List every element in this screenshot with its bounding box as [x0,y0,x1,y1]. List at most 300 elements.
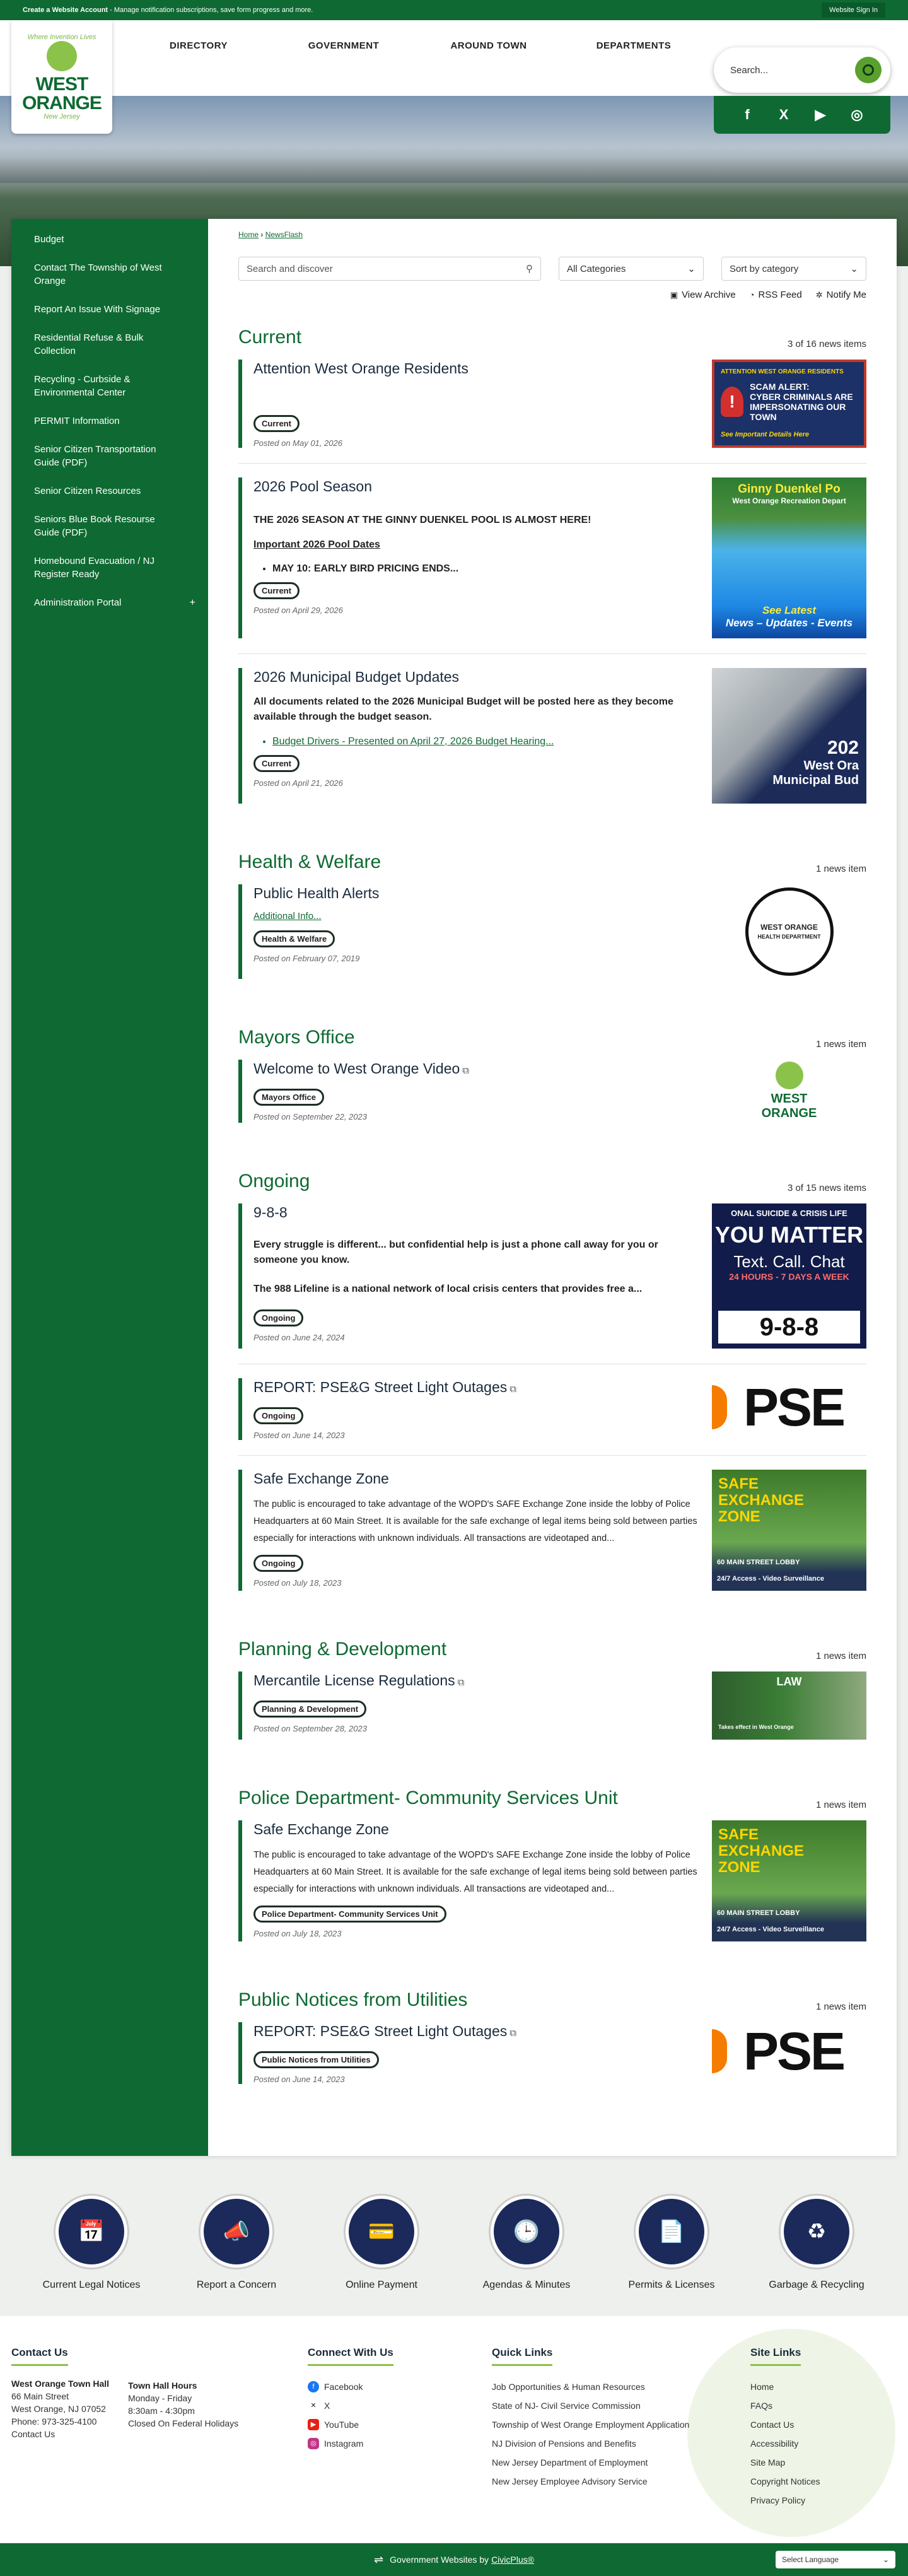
footer-link[interactable]: Privacy Policy [750,2495,806,2505]
quick-link-circle [634,2194,709,2269]
thumb-text: West Ora [803,759,859,773]
quick-link-circle [54,2194,129,2269]
nav-government[interactable]: GOVERNMENT [308,40,380,51]
sidebar-item-admin-portal[interactable] [11,588,208,617]
thumb-text: YOU MATTER [714,1222,864,1248]
hero-skyline [0,158,908,183]
external-link-icon: ⧉ [509,2028,516,2039]
west-orange-logo-image [712,1060,866,1123]
news-item-body: Every struggle is different... but confidential help is just a phone call away for you or someone you know. [253,1239,658,1265]
news-item-title[interactable]: Public Health Alerts [253,885,380,901]
gear-icon: ✲ [815,290,823,300]
category-tag[interactable]: Ongoing [253,1309,303,1326]
news-item-list [253,563,701,575]
footer-link[interactable]: Home [750,2382,774,2392]
thumb-text: EXCHANGE [718,1492,805,1509]
quick-link-legal-notices[interactable] [28,2194,154,2291]
posted-date: Posted on July 18, 2023 [253,1929,342,1938]
news-item-body: The 988 Lifeline is a national network of local crisis centers that provides free a... [253,1284,643,1294]
city-address: West Orange, NJ 07052 [11,2404,106,2414]
category-title[interactable]: Planning & Development [238,1639,447,1660]
footer-link[interactable]: Township of West Orange Employment Application [492,2420,690,2430]
quick-link-report-concern[interactable] [173,2194,300,2291]
category-count: 1 news item [815,1039,866,1050]
category-header [238,1026,866,1050]
quick-link-label: Report a Concern [196,2280,277,2290]
news-item-title-text: REPORT: PSE&G Street Light Outages [253,2023,508,2039]
breadcrumb-current[interactable]: NewsFlash [265,230,303,239]
footer-link[interactable]: Site Map [750,2457,786,2468]
category-select[interactable] [559,257,704,281]
rss-feed-label: RSS Feed [758,290,802,300]
pool-caption [712,604,866,629]
news-thumbnail[interactable] [712,360,866,448]
youtube-link[interactable] [308,2415,492,2434]
thumb-text: News – Updates - Events [725,617,853,629]
rss-icon: ◔ [749,290,755,300]
sidebar-item-refuse[interactable]: Residential Refuse & Bulk Collection [34,332,144,356]
quick-link-circle [779,2194,854,2269]
thumb-text: 202 [827,737,859,758]
instagram-link[interactable] [308,2434,492,2453]
news-thumbnail[interactable] [712,1378,866,1440]
external-link-icon: ⧉ [462,1065,469,1076]
town-hall-hours-block [128,2346,238,2524]
quick-link-online-payment[interactable] [318,2194,445,2291]
category-tag[interactable]: Current [253,415,300,432]
quick-link-label: Agendas & Minutes [482,2280,571,2290]
category-current [238,325,866,819]
category-header [238,1637,866,1661]
news-item [238,1671,866,1755]
sidebar-item-contact[interactable]: Contact The Township of West Orange [34,262,162,286]
page-body [11,219,897,2156]
category-title[interactable]: Mayors Office [238,1027,355,1048]
category-tag[interactable]: Ongoing [253,1555,303,1572]
expand-icon[interactable]: + [189,597,195,608]
quick-link-label: Online Payment [346,2280,417,2290]
news-thumbnail[interactable] [712,477,866,638]
thumb-text: Ginny Duenkel Po [738,483,841,496]
news-item-title[interactable]: 9-8-8 [253,1204,288,1221]
thumb-footer [717,1554,824,1587]
notify-me-label: Notify Me [826,290,866,300]
thumb-text [757,923,820,940]
category-ongoing [238,1169,866,1606]
pseg-logo-image [712,2022,866,2080]
category-tag[interactable]: Planning & Development [253,1701,366,1718]
news-item-text [238,1060,712,1123]
thumb-text: WEST [771,1092,808,1106]
breadcrumb [238,230,866,239]
chevron-down-icon: ⌄ [882,2555,889,2564]
category-tag[interactable]: Current [253,755,300,772]
sun-icon [712,2029,727,2073]
alert-icon: ! [721,387,743,417]
street-address: 66 Main Street [11,2391,69,2401]
news-item-title-text: Welcome to West Orange Video [253,1060,460,1077]
thumb-text: 24 HOURS - 7 DAYS A WEEK [729,1272,849,1282]
hours-closed: Closed On Federal Holidays [128,2418,239,2428]
quick-link-circle [199,2194,274,2269]
create-account-link[interactable]: Create a Website Account [23,6,108,14]
category-count: 3 of 15 news items [787,1183,866,1193]
news-search-placeholder: Search and discover [247,263,333,274]
footer-heading: Quick Links [492,2346,552,2366]
category-tag[interactable]: Police Department- Community Services Unit [253,1906,446,1923]
tree-icon [47,41,77,71]
sidebar-item-senior-transport[interactable]: Senior Citizen Transportation Guide (PDF) [34,444,156,468]
footer-link[interactable]: Accessibility [750,2438,799,2449]
sidebar-item-recycling[interactable]: Recycling - Curbside & Environmental Center [34,374,131,398]
create-account-notice [23,6,313,14]
quick-link-circle [489,2194,564,2269]
search-icon[interactable]: ⚲ [526,264,533,274]
chevron-down-icon: ⌄ [850,264,858,274]
quick-link-permits-licenses[interactable] [608,2194,735,2291]
category-tag[interactable]: Ongoing [253,1407,303,1424]
category-health-welfare [238,850,866,994]
view-archive-label: View Archive [682,290,736,300]
posted-date: Posted on April 21, 2026 [253,778,343,788]
sidebar-item-blue-book[interactable]: Seniors Blue Book Resourse Guide (PDF) [34,514,155,538]
search-button[interactable] [855,57,882,83]
category-public-notices-utilities [238,1988,866,2099]
civicplus-link[interactable]: CivicPlus® [491,2555,534,2565]
category-title[interactable]: Health & Welfare [238,852,381,872]
quick-link-icons [0,2156,908,2316]
thumb-footer [717,1905,824,1938]
category-title[interactable]: Ongoing [238,1171,310,1191]
news-item-title[interactable] [253,1671,701,1692]
thumb-text: PSE [743,1377,844,1437]
footer-link[interactable]: State of NJ- Civil Service Commission [492,2401,641,2411]
sort-select-value: Sort by category [730,263,799,274]
thumb-text: SCAM ALERT: [750,382,810,392]
news-item-title[interactable]: 2026 Pool Season [253,478,372,495]
safe-exchange-image [712,1820,866,1941]
posted-date: Posted on September 28, 2023 [253,1724,367,1733]
footer-heading: Contact Us [11,2346,68,2366]
social-link-label: X [324,2401,330,2411]
west-orange-logo[interactable] [11,20,112,134]
scam-alert-image [712,360,866,448]
quick-link-label: Garbage & Recycling [769,2280,864,2290]
footer-link[interactable]: Copyright Notices [750,2476,820,2486]
sidebar-item-budget[interactable]: Budget [34,234,64,245]
crisis-lifeline-image [712,1203,866,1349]
list-item: • MAY 10: EARLY BIRD PRICING ENDS... [272,563,701,575]
health-seal [745,887,834,976]
news-item-title[interactable] [253,1060,701,1080]
town-hall-name: West Orange Town Hall [11,2379,110,2389]
thumb-text: See Latest [762,604,817,616]
footer-quick-links [492,2346,750,2524]
quick-link-garbage-recycling[interactable] [754,2194,880,2291]
x-link[interactable] [308,2396,492,2415]
phone-number: Phone: 973-325-4100 [11,2416,97,2427]
thumb-text: ATTENTION WEST ORANGE RESIDENTS [721,368,844,375]
external-link-icon: ⧉ [509,1384,516,1395]
news-thumbnail[interactable] [712,1820,866,1941]
mercantile-law-image [712,1671,866,1740]
instagram-icon[interactable]: ◎ [851,107,863,122]
news-thumbnail[interactable] [712,1060,866,1123]
site-footer [0,2316,908,2543]
site-search[interactable] [714,47,890,93]
thumb-text: ZONE [718,1859,760,1876]
hours-time: 8:30am - 4:30pm [128,2406,195,2416]
news-item-title[interactable]: 2026 Municipal Budget Updates [253,669,460,685]
thumb-text: 60 MAIN STREET LOBBY [717,1909,800,1917]
megaphone-icon: 📣 [204,2199,269,2264]
news-item-text [238,1671,712,1740]
bottom-bar [0,2543,908,2576]
posted-date: Posted on April 29, 2026 [253,606,343,615]
news-item-title[interactable] [253,2022,701,2042]
news-thumbnail[interactable] [712,1203,866,1349]
thumb-row [721,382,858,422]
posted-date: Posted on June 24, 2024 [253,1333,345,1342]
category-header [238,850,866,874]
category-select-value: All Categories [567,263,626,274]
posted-date: Posted on February 07, 2019 [253,954,360,963]
language-select-value: Select Language [782,2555,839,2564]
logo-line-2: ORANGE [22,93,102,114]
search-icon [863,64,874,76]
thumb-text: 9-8-8 [718,1311,860,1344]
thumb-text: PSE [743,2021,844,2081]
news-thumbnail[interactable] [712,668,866,804]
footer-heading: Site Links [750,2346,801,2366]
news-thumbnail[interactable] [712,2022,866,2084]
language-select[interactable] [776,2551,895,2568]
x-icon[interactable]: X [779,107,789,122]
quick-link-circle [344,2194,419,2269]
site-search-input[interactable]: Search... [730,64,769,76]
news-item [238,884,866,994]
news-item-title-text: REPORT: PSE&G Street Light Outages [253,1379,508,1395]
category-header [238,1169,866,1193]
footer-heading: Connect With Us [308,2346,393,2366]
news-item-title[interactable]: Safe Exchange Zone [253,1470,389,1487]
footer-link[interactable]: NJ Division of Pensions and Benefits [492,2438,636,2449]
main-navigation [126,20,706,71]
breadcrumb-home[interactable]: Home [238,230,259,239]
youtube-icon: ▶ [308,2419,319,2430]
nav-around-town[interactable]: AROUND TOWN [450,40,527,51]
thumb-text: 24/7 Access - Video Surveillance [717,1575,824,1583]
facebook-icon[interactable]: f [745,107,750,122]
news-item-text [238,2022,712,2084]
news-thumbnail[interactable] [712,884,866,979]
news-item-body: The public is encouraged to take advantage of the WOPD's SAFE Exchange Zone inside the lobby of Police Headquarters at 60 Main Street. It is available for the safe exchange of legal items being sold between parties especially for interactions with unknown individuals. All transactions are videotaped and... [253,1850,697,1894]
news-item [238,360,866,464]
news-item-title-text: Mercantile License Regulations [253,1672,455,1689]
social-bar [714,96,890,134]
category-title[interactable]: Public Notices from Utilities [238,1989,468,2010]
news-item-text [238,668,712,804]
footer-link[interactable]: Contact Us [750,2420,794,2430]
pool-image [712,477,866,638]
footer-site-links [750,2346,895,2524]
news-item-subheading: Important 2026 Pool Dates [253,539,380,550]
nav-directory[interactable]: DIRECTORY [169,40,228,51]
news-thumbnail[interactable] [712,1470,866,1591]
notify-me-link[interactable] [816,290,866,300]
news-item [238,2022,866,2099]
category-header [238,1988,866,2012]
main-content [208,219,897,2156]
posted-date: Posted on June 14, 2023 [253,2075,345,2084]
thumb-text: SAFE [718,1826,759,1843]
thumb-text: 60 MAIN STREET LOBBY [717,1559,800,1566]
news-item-text [238,477,712,638]
breadcrumb-separator: › [259,230,265,239]
category-tag[interactable]: Public Notices from Utilities [253,2051,379,2068]
website-sign-in-button[interactable]: Website Sign In [822,3,885,18]
health-seal-image [712,884,866,979]
budget-image [712,668,866,804]
spacer [253,386,701,415]
top-bar [0,0,908,20]
logo-arc-text: Where Invention Lives [27,33,96,41]
category-tag[interactable]: Health & Welfare [253,930,335,947]
pseg-logo-image [712,1378,866,1436]
sidebar-item-homebound[interactable]: Homebound Evacuation / NJ Register Ready [34,556,154,580]
thumb-text: West Orange Recreation Depart [732,496,846,505]
category-count: 1 news item [815,2001,866,2012]
news-tools [238,290,866,300]
safe-exchange-image [712,1470,866,1591]
thumb-text: ONAL SUICIDE & CRISIS LIFE [731,1209,847,1218]
category-mayors-office [238,1026,866,1138]
news-item-body: The public is encouraged to take advantage of the WOPD's SAFE Exchange Zone inside the lobby of Police Headquarters at 60 Main Street. It is available for the safe exchange of legal items being sold between parties especially for interactions with unknown individuals. All transactions are videotaped and... [253,1499,697,1543]
posted-date: Posted on September 22, 2023 [253,1112,367,1121]
facebook-link[interactable] [308,2377,492,2396]
category-planning-development [238,1637,866,1755]
thumb-text: CYBER CRIMINALS ARE [750,392,853,402]
category-count: 3 of 16 news items [787,339,866,349]
category-count: 1 news item [815,864,866,874]
thumb-text: LAW [776,1675,802,1688]
contact-address-block [11,2346,109,2524]
contact-us-link[interactable]: Contact Us [11,2429,55,2439]
civicplus-icon: ⇌ [374,2553,384,2566]
category-title[interactable]: Police Department- Community Services Unit [238,1788,618,1808]
news-item-title[interactable] [253,1378,701,1398]
footer-connect [308,2346,492,2524]
sidebar-item-senior-resources[interactable]: Senior Citizen Resources [34,486,141,496]
footer-link[interactable]: New Jersey Employee Advisory Service [492,2476,648,2486]
news-item [238,1470,866,1606]
social-link-label: Facebook [324,2382,363,2392]
logo-tagline: New Jersey [44,113,80,120]
social-link-label: Instagram [324,2438,364,2449]
quick-link-label: Permits & Licenses [628,2280,715,2290]
footer-link[interactable]: New Jersey Department of Employment [492,2457,648,2468]
category-title[interactable]: Current [238,327,302,348]
nav-departments[interactable]: DEPARTMENTS [596,40,672,51]
news-item [238,1820,866,1957]
additional-info-link[interactable]: Additional Info... [253,911,322,922]
news-item-list [253,736,701,747]
news-item-title[interactable]: Safe Exchange Zone [253,1821,389,1837]
x-icon: ✕ [308,2400,319,2411]
powered-by-text: Government Websites by [390,2555,489,2565]
rss-feed-link[interactable] [750,290,802,300]
category-count: 1 news item [815,1800,866,1810]
chevron-down-icon: ⌄ [687,264,696,274]
facebook-icon: f [308,2381,319,2392]
logo-line-1: WEST [35,74,88,95]
news-item-body: All documents related to the 2026 Municipal Budget will be posted here as they become available through the budget season. [253,696,673,722]
news-item-text [238,1470,712,1591]
news-item-text [238,1203,712,1349]
wallet-icon: 💳 [349,2199,414,2264]
view-archive-link[interactable] [670,290,736,300]
filter-bar [238,257,866,281]
recycling-icon: ♻ [784,2199,849,2264]
social-link-label: YouTube [324,2420,359,2430]
calendar-clock-icon: 🕒 [494,2199,559,2264]
news-item-text [238,884,712,979]
category-police-community-services [238,1786,866,1957]
category-tag[interactable]: Mayors Office [253,1089,324,1106]
sidebar [11,219,208,2156]
budget-drivers-link[interactable]: • Budget Drivers - Presented on April 27, 2026 Budget Hearing... [272,736,701,747]
news-item-title[interactable]: Attention West Orange Residents [253,360,469,377]
sidebar-item-permit[interactable]: PERMIT Information [34,416,120,426]
news-item-text [238,360,712,448]
thumb-text: IMPERSONATING OUR TOWN [750,402,846,422]
thumb-text: Municipal Bud [772,773,859,787]
thumb-text: EXCHANGE [718,1842,805,1859]
sort-select[interactable] [721,257,866,281]
footer-link[interactable]: FAQs [750,2401,773,2411]
create-account-description: - Manage notification subscriptions, save form progress and more. [108,6,313,14]
news-item [238,477,866,654]
news-item [238,668,866,819]
sun-icon [712,1385,727,1429]
news-search-input[interactable] [238,257,541,281]
certificate-icon: 📄 [639,2199,704,2264]
sidebar-item-report-signage[interactable]: Report An Issue With Signage [34,304,161,315]
category-header [238,325,866,349]
category-tag[interactable]: Current [253,582,300,599]
quick-link-label: Current Legal Notices [42,2280,141,2290]
hours-days: Monday - Friday [128,2393,192,2403]
quick-link-agendas-minutes[interactable] [463,2194,590,2291]
instagram-icon: ◎ [308,2438,319,2449]
thumb-text: SAFE [718,1475,759,1492]
posted-date: Posted on May 01, 2026 [253,438,342,448]
thumb-text: ZONE [718,1508,760,1525]
footer-link[interactable]: Job Opportunities & Human Resources [492,2382,645,2392]
hours-heading: Town Hall Hours [128,2380,197,2391]
news-item-text [238,1820,712,1941]
thumb-text: Takes effect in West Orange [718,1724,794,1730]
posted-date: Posted on June 14, 2023 [253,1431,345,1440]
external-link-icon: ⧉ [457,1677,465,1688]
youtube-icon[interactable]: ▶ [815,107,826,122]
footer-contact [11,2346,308,2524]
news-item [238,1378,866,1456]
news-item [238,1060,866,1138]
news-thumbnail[interactable] [712,1671,866,1740]
news-item [238,1203,866,1364]
calendar-icon: 📅 [59,2199,124,2264]
